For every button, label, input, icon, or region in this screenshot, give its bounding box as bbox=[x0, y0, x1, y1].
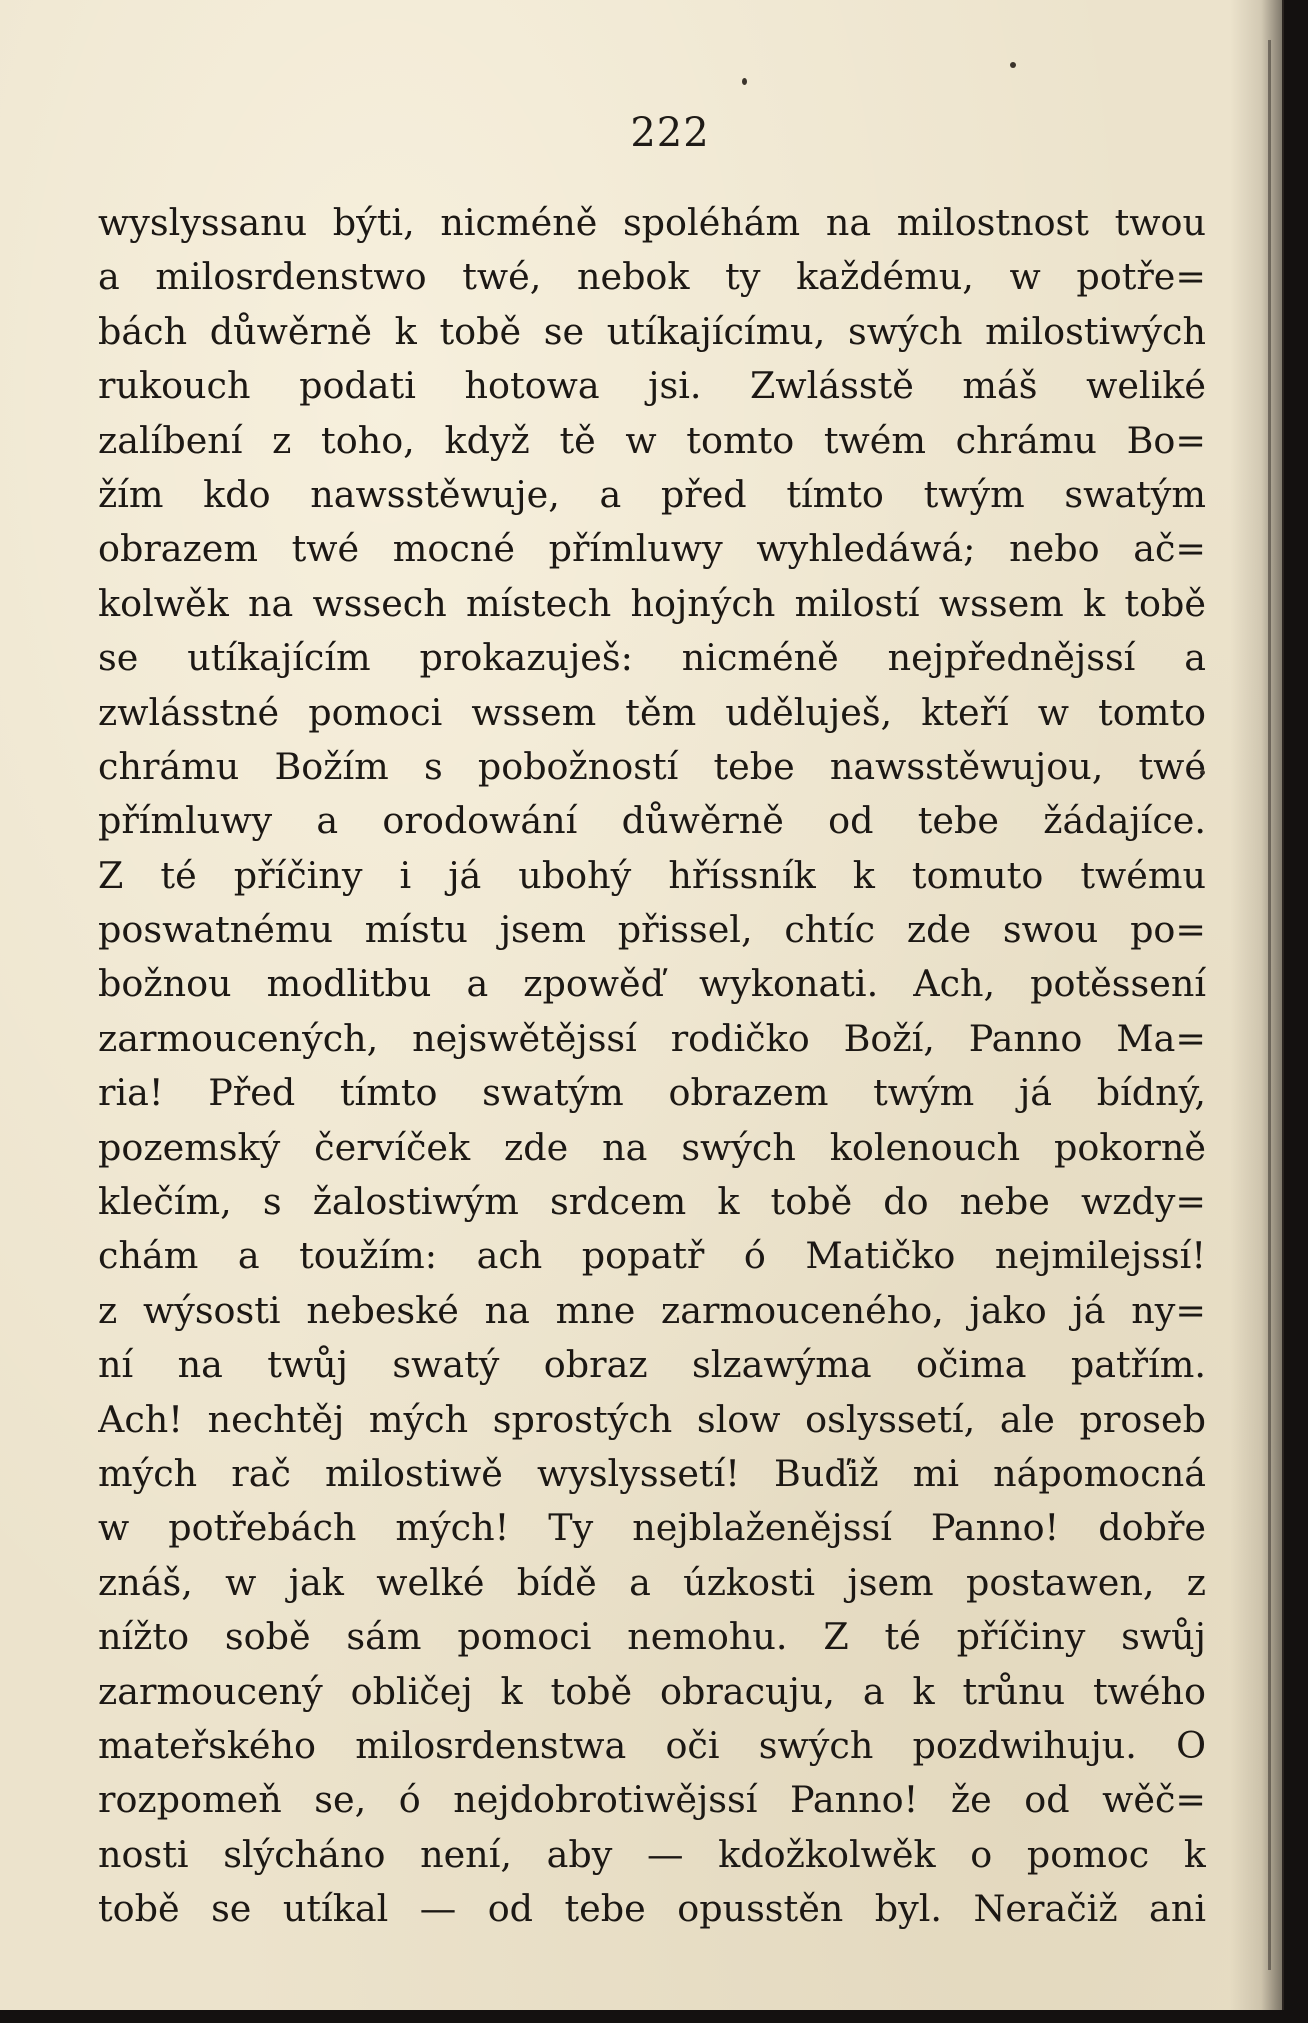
text-line: zarmoucený obličej k tobě obracuju, a k trůnu twého bbox=[98, 1669, 1206, 1713]
text-line: ní na twůj swatý obraz slzawýma očima patřím. bbox=[98, 1343, 1206, 1387]
text-line: zalíbení z toho, když tě w tomto twém chrámu Bo= bbox=[98, 418, 1206, 462]
text-line: klečím, s žalostiwým srdcem k tobě do nebe wzdy= bbox=[98, 1180, 1206, 1224]
text-line: wyslyssanu býti, nicméně spoléhám na milostnost twou bbox=[98, 201, 1206, 244]
text-line: bách důwěrně k tobě se utíkajícímu, swých milostiwých bbox=[98, 309, 1206, 353]
text-line: ria! Před tímto swatým obrazem twým já bídný, bbox=[98, 1071, 1206, 1115]
page-gutter-shadow bbox=[1230, 0, 1282, 2010]
text-line: chrámu Božím s pobožností tebe nawsstěwujou, twé bbox=[98, 744, 1206, 788]
text-line: pozemský červíček zde na swých kolenouch pokorně bbox=[98, 1125, 1206, 1169]
text-line: žím kdo nawsstěwuje, a před tímto twým swatým bbox=[98, 472, 1206, 516]
text-line: chám a toužím: ach popatř ó Matičko nejmilejssí! bbox=[98, 1234, 1206, 1278]
text-line: kolwěk na wssech místech hojných milostí wssem k tobě bbox=[98, 581, 1206, 625]
text-line: mých rač milostiwě wyslyssetí! Buďiž mi nápomocná bbox=[98, 1451, 1206, 1495]
page-edge-line bbox=[1268, 40, 1271, 1970]
text-line: přímluwy a orodowání důwěrně od tebe žádajíce. bbox=[98, 799, 1206, 843]
body-text bbox=[98, 196, 1206, 1937]
page-number: 222 bbox=[630, 110, 710, 156]
text-line: rukouch podati hotowa jsi. Zwlásstě máš weliké bbox=[98, 364, 1206, 408]
text-line: zwlásstné pomoci wssem těm uděluješ, kteří w tomto bbox=[98, 690, 1206, 734]
text-line: w potřebách mých! Ty nejblaženějssí Panno! dobře bbox=[98, 1506, 1206, 1550]
text-line: znáš, w jak welké bídě a úzkosti jsem postawen, z bbox=[98, 1560, 1206, 1604]
text-line: rozpomeň se, ó nejdobrotiwějssí Panno! že od wěč= bbox=[98, 1778, 1206, 1822]
text-line: Ach! nechtěj mých sprostých slow oslyssetí, ale proseb bbox=[98, 1397, 1206, 1441]
text-line: božnou modlitbu a zpowěď wykonati. Ach, potěssení bbox=[98, 962, 1206, 1006]
print-speck bbox=[1010, 62, 1016, 68]
text-line: Z té příčiny i já ubohý hříssník k tomuto twému bbox=[98, 853, 1206, 897]
text-line: nosti slýcháno není, aby — kdožkolwěk o pomoc k bbox=[98, 1832, 1206, 1876]
print-speck bbox=[742, 78, 747, 85]
text-line: a milosrdenstwo twé, nebok ty každému, w potře= bbox=[98, 255, 1206, 299]
text-line: se utíkajícím prokazuješ: nicméně nejpřednějssí a bbox=[98, 636, 1206, 680]
text-line: poswatnému místu jsem přissel, chtíc zde swou po= bbox=[98, 908, 1206, 952]
text-line: obrazem twé mocné přímluwy wyhledáwá; nebo ač= bbox=[98, 527, 1206, 571]
text-line: z wýsosti nebeské na mne zarmouceného, jako já ny= bbox=[98, 1288, 1206, 1332]
text-line: zarmoucených, nejswětějssí rodičko Boží, Panno Ma= bbox=[98, 1016, 1206, 1060]
text-line: tobě se utíkal — od tebe opusstěn byl. Neračiž ani bbox=[98, 1887, 1206, 1931]
text-line: nížto sobě sám pomoci nemohu. Z té příčiny swůj bbox=[98, 1615, 1206, 1659]
text-line: mateřského milosrdenstwa oči swých pozdwihuju. O bbox=[98, 1723, 1206, 1767]
